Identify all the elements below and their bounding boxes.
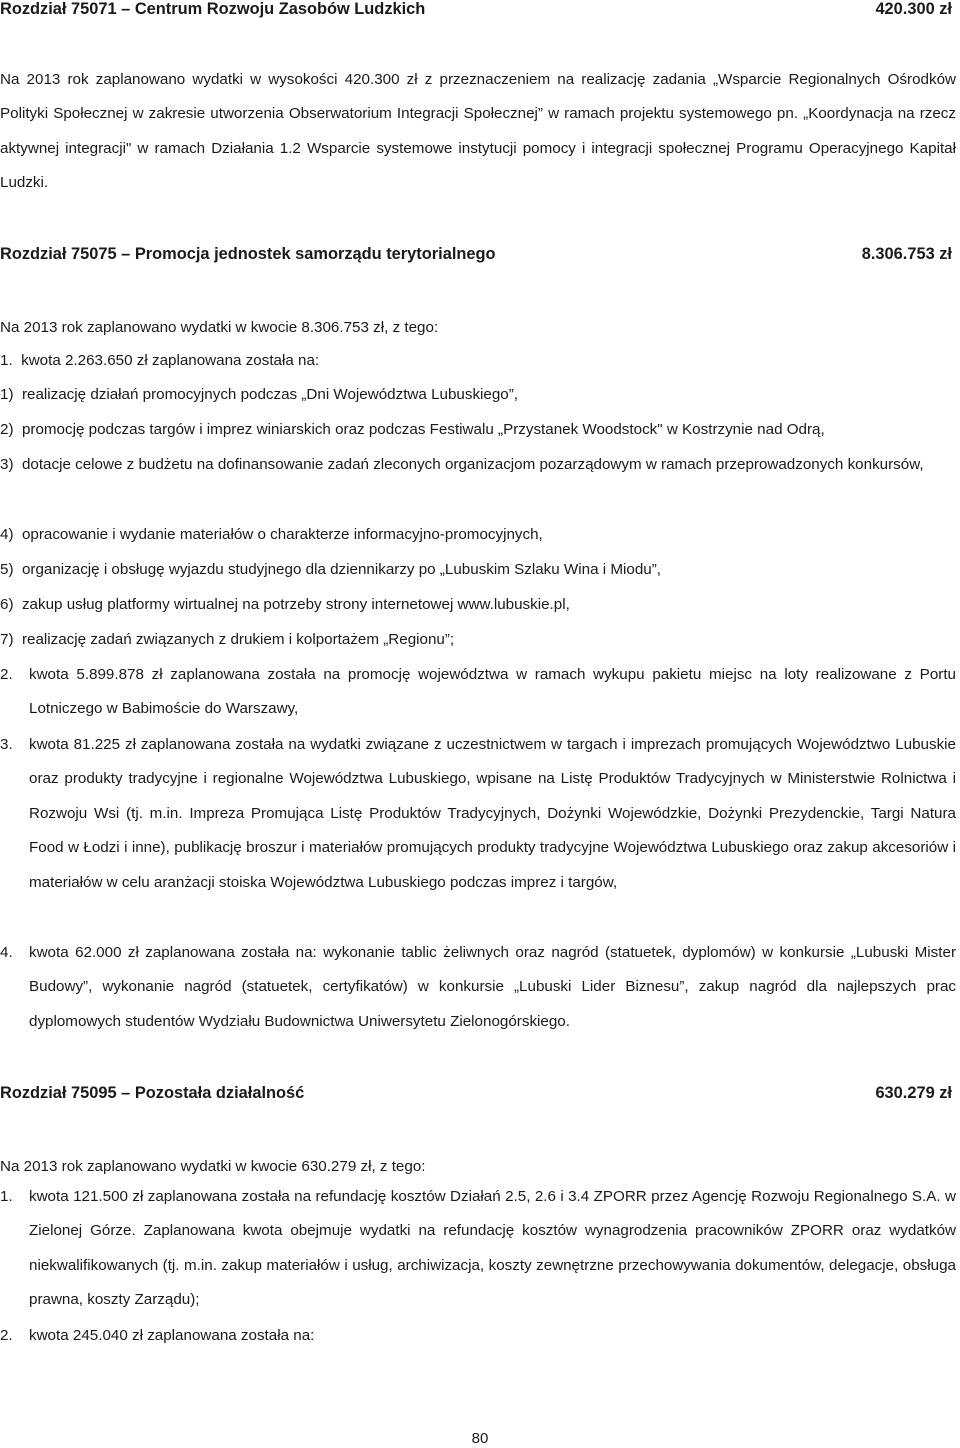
section-title: Rozdział 75095 – Pozostała działalność (0, 1084, 305, 1102)
section-title: Rozdział 75071 – Centrum Rozwoju Zasobów Ludzkich (0, 0, 426, 18)
sublist-item: 6) zakup usług platformy wirtualnej na potrzeby strony internetowej www.lubuskie.pl, (0, 596, 570, 613)
list-item (0, 936, 956, 1039)
sublist-item: 3) dotacje celowe z budżetu na dofinansowanie zadań zleconych organizacjom pozarządowym w ramach przeprowadzonych konkursów, (0, 456, 924, 473)
list-item-number: 2. (0, 666, 13, 683)
list-item (0, 728, 956, 900)
sublist-item: 5) organizację i obsługę wyjazdu studyjnego dla dziennikarzy po „Lubuskim Szlaku Wina i Miodu”, (0, 561, 661, 578)
list-item-text: kwota 245.040 zł zaplanowana została na: (29, 1327, 315, 1344)
list-item (0, 1180, 956, 1318)
list-item-number: 3. (0, 736, 13, 753)
list-item-intro: 1. kwota 2.263.650 zł zaplanowana została na: (0, 352, 320, 369)
section-heading-75095 (0, 1084, 952, 1103)
section-amount: 630.279 zł (875, 1084, 952, 1102)
section-amount: 420.300 zł (875, 0, 952, 18)
section-paragraph: Na 2013 rok zaplanowano wydatki w wysokości 420.300 zł z przeznaczeniem na realizację zadania „Wsparcie Regionalnych Ośrodków Polityki Społecznej w zakresie utworzenia Obserwatorium Integracji Społecznej” w ramach projektu systemowego pn. „Koordynacja na rzecz aktywnej integracji" w ramach Działania 1.2 Wsparcie systemowe instytucji pomocy i integracji społecznej Programu Operacyjnego Kapitał Ludzki. (0, 71, 956, 191)
list-item-text: kwota 5.899.878 zł zaplanowana została na promocję województwa w ramach wykupu pakietu miejsc na loty realizowane z Portu Lotniczego w Babimoście do Warszawy, (29, 666, 956, 718)
sublist-item: 4) opracowanie i wydanie materiałów o charakterze informacyjno-promocyjnych, (0, 526, 543, 543)
section-title: Rozdział 75075 – Promocja jednostek samorządu terytorialnego (0, 245, 496, 263)
page-number: 80 (471, 1430, 489, 1447)
section-heading-75075 (0, 245, 952, 264)
section-heading-75071 (0, 0, 952, 19)
section-intro: Na 2013 rok zaplanowano wydatki w kwocie 630.279 zł, z tego: (0, 1158, 426, 1175)
section-intro: Na 2013 rok zaplanowano wydatki w kwocie 8.306.753 zł, z tego: (0, 319, 439, 336)
list-item-text: kwota 81.225 zł zaplanowana została na wydatki związane z uczestnictwem w targach i imprezach promujących Województwo Lubuskie oraz produkty tradycyjne i regionalne Województwa Lubuskiego, wpisane na Listę Produktów Tradycyjnych w Ministerstwie Rolnictwa i Rozwoju Wsi (tj. m.in. Impreza Promująca Listę Produktów Tradycyjnych, Dożynki Wojewódzkie, Dożynki Prezydenckie, Targi Natura Food w Łodzi i inne), publikację broszur i materiałów promujących produkty tradycyjne Województwa Lubuskiego oraz zakup akcesoriów i materiałów w celu aranżacji stoiska Województwa Lubuskiego podczas imprez i targów, (29, 736, 956, 891)
list-item-text: kwota 121.500 zł zaplanowana została na refundację kosztów Działań 2.5, 2.6 i 3.4 ZPORR przez Agencję Rozwoju Regionalnego S.A. w Zielonej Górze. Zaplanowana kwota obejmuje wydatki na refundację kosztów wynagrodzenia pracowników ZPORR oraz wydatków niekwalifikowanych (tj. m.in. zakup materiałów i usług, archiwizacja, koszty zewnętrzne przechowywania dokumentów, delegacje, obsługa prawna, koszty Zarządu); (29, 1188, 956, 1309)
sublist-item: 7) realizację zadań związanych z drukiem i kolportażem „Regionu”; (0, 631, 455, 648)
sublist-item: 1) realizację działań promocyjnych podczas „Dni Województwa Lubuskiego”, (0, 386, 519, 403)
section-amount: 8.306.753 zł (861, 245, 952, 263)
list-item (0, 1319, 956, 1353)
list-item-text: kwota 62.000 zł zaplanowana została na: wykonanie tablic żeliwnych oraz nagród (statuetek, dyplomów) w konkursie „Lubuski Mister Budowy”, wykonanie nagród (statuetek, certyfikatów) w konkursie „Lubuski Lider Biznesu”, zakup nagród dla najlepszych prac dyplomowych studentów Wydziału Budownictwa Uniwersytetu Zielonogórskiego. (29, 944, 956, 1030)
sublist-item: 2) promocję podczas targów i imprez winiarskich oraz podczas Festiwalu „Przystanek Woodstock" w Kostrzynie nad Odrą, (0, 421, 825, 438)
list-item-number: 4. (0, 944, 13, 961)
list-item-number: 2. (0, 1327, 13, 1344)
list-item-number: 1. (0, 1188, 13, 1205)
list-item (0, 658, 956, 727)
